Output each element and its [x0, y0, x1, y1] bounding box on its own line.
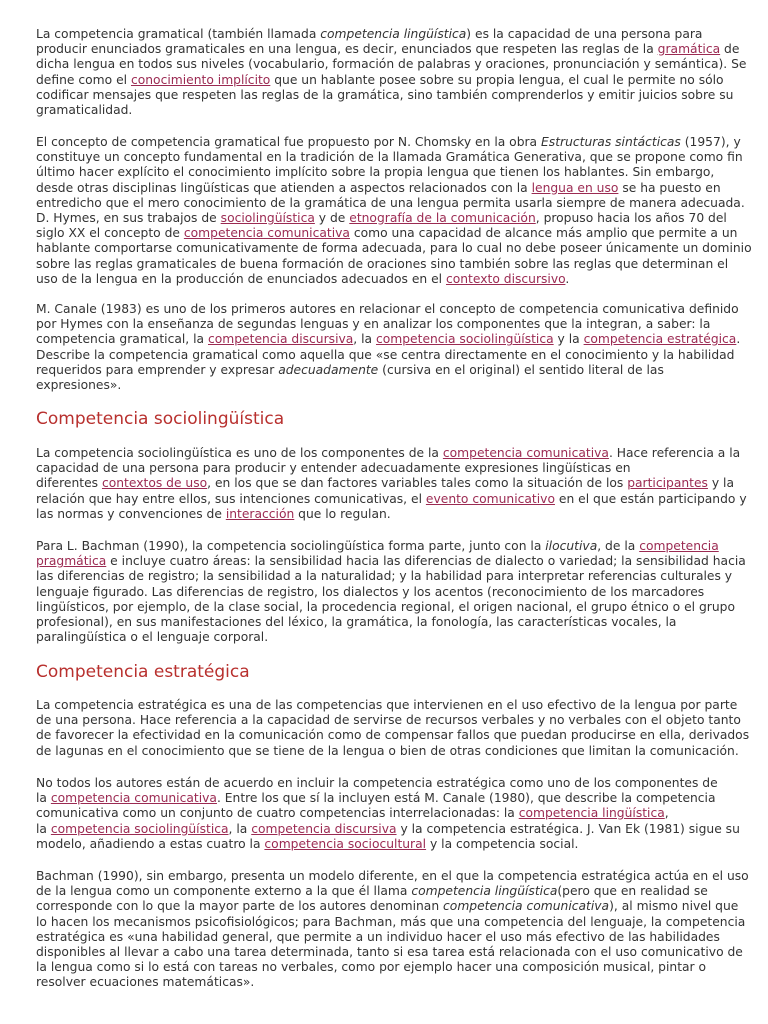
- text: . Entre los que sí la incluyen está M. Canale (1980), que describe la competencia: [216, 791, 716, 806]
- text-line: M. Canale (1983) es uno de los primeros autores en relacionar el concepto de competencia comunicativa definido: [36, 302, 739, 316]
- paragraph-autores: [36, 776, 740, 852]
- text: y la competencia social.: [426, 836, 579, 851]
- text: que un hablante posee sobre su propia lengua, el cual le permite no sólo: [270, 72, 724, 87]
- text: .: [736, 332, 741, 347]
- link-competencia-sociolinguistica[interactable]: competencia sociolingüística: [50, 821, 229, 836]
- term-italic: competencia lingüística: [320, 27, 467, 41]
- text: la: [36, 821, 51, 836]
- text-line: dicha lengua en todos sus niveles (vocabulario, formación de palabras y oraciones, pronunciación y semántica). Se: [36, 57, 747, 72]
- paragraph-bachman-sociolinguistica: [36, 539, 746, 645]
- term-italic: ilocutiva: [545, 539, 598, 553]
- text: diferentes: [36, 476, 102, 491]
- text-line: No todos los autores están de acuerdo en incluir la competencia estratégica como uno de los componentes de: [36, 776, 718, 790]
- link-competencia-linguistica[interactable]: competencia lingüística: [518, 806, 665, 821]
- link-contexto-discursivo[interactable]: contexto discursivo: [445, 271, 566, 286]
- text: La competencia sociolingüística es uno de los componentes de la: [36, 446, 443, 460]
- text-line: hablante comportarse comunicativamente de forma adecuada, para lo cual no debe poseer únicamente un dominio: [36, 241, 752, 256]
- link-competencia-estrategica[interactable]: competencia estratégica: [583, 332, 737, 347]
- text: La competencia gramatical (también llamada: [36, 27, 321, 41]
- link-competencia-discursiva[interactable]: competencia discursiva: [207, 332, 354, 347]
- text-line: las diferencias de registro; la sensibilidad a la naturalidad; y la habilidad para interpretar referencias culturales y: [36, 569, 733, 584]
- text: ) es la capacidad de una persona para: [466, 27, 703, 41]
- link-competencia-pragmatica[interactable]: competencia: [639, 539, 719, 553]
- text: que lo regulan.: [294, 506, 391, 521]
- text-line: resolver ecuaciones matemáticas».: [36, 975, 255, 990]
- text: corresponde con lo que la mayor parte de los autores denominan: [36, 899, 444, 914]
- text: las normas y convenciones de: [36, 506, 226, 521]
- text: define como el: [36, 72, 131, 87]
- text-line: codificar mensajes que respeten las reglas de la gramática, sino también comprenderlos y emitir juicios sobre su: [36, 87, 734, 102]
- heading-competencia-estrategica: Competencia estratégica: [36, 662, 250, 682]
- text-line: estratégica es «una habilidad general, que permite a un individuo hacer el uso más efectivo de las habilidades: [36, 929, 720, 944]
- text: ), al mismo nivel que: [609, 899, 739, 914]
- text: como una capacidad de alcance más amplio que permite a un: [349, 226, 738, 241]
- text: de la lengua como un componente externo a la que él llama: [36, 884, 412, 899]
- text: y de: [314, 211, 350, 226]
- text: relación que hay entre ellos, sus intenciones comunicativas, el: [36, 491, 426, 506]
- text-line: la lengua como si lo está con tareas no verbales, como por ejemplo hacer una composición musical, pintar o: [36, 960, 707, 975]
- text: ,: [664, 806, 669, 821]
- text: e incluye cuatro áreas: la sensibilidad hacia las diferencias de dialecto o variedad; la sensibilidad hacia: [106, 554, 746, 569]
- link-competencia-comunicativa[interactable]: competencia comunicativa: [442, 446, 609, 460]
- text: El concepto de competencia gramatical fue propuesto por N. Chomsky en la obra: [36, 135, 542, 149]
- text: , de la: [597, 539, 640, 553]
- link-conocimiento-implicito[interactable]: conocimiento implícito: [130, 72, 271, 87]
- heading-competencia-sociolinguistica: Competencia sociolingüística: [36, 409, 285, 429]
- text: Para L. Bachman (1990), la competencia sociolingüística forma parte, junto con la: [36, 539, 546, 553]
- text-line: lenguaje figurado. Las diferencias de registro, los dialectos y los acentos (reconocimiento de los marcadores: [36, 584, 705, 599]
- text: se ha puesto en: [618, 180, 721, 195]
- paragraph-chomsky: [36, 135, 752, 287]
- text-line: de favorecer la efectividad en la comunicación como de compensar fallos que puedan producirse en ella, derivados: [36, 728, 750, 743]
- text-line: La competencia estratégica es una de las competencias que intervienen en el uso efectivo de la lengua por parte: [36, 698, 738, 712]
- text: , la: [228, 821, 252, 836]
- paragraph-sociolinguistica: [36, 446, 747, 522]
- paragraph-canale: [36, 302, 741, 393]
- text-line: último hacer explícito el conocimiento implícito sobre la propia lengua que tienen los hablantes. Sin embargo,: [36, 165, 715, 180]
- text: y la: [707, 476, 734, 491]
- text: .: [565, 271, 570, 286]
- text-line: lo hacen los mecanismos psicofisiológicos; para Bachman, más que una competencia del lenguaje, la competencia: [36, 914, 746, 929]
- link-sociolinguistica[interactable]: sociolingüística: [220, 211, 315, 226]
- text: , propuso hacia los años 70 del: [535, 211, 727, 226]
- text: y la competencia estratégica. J. Van Ek (1981) sigue su: [396, 821, 740, 836]
- paragraph-bachman-estrategica: [36, 869, 749, 991]
- link-gramatica[interactable]: gramática: [657, 42, 721, 57]
- text: (pero que en realidad se: [557, 884, 708, 899]
- text: comunicativa como un conjunto de cuatro competencias interrelacionadas: la: [36, 806, 519, 821]
- link-competencia-discursiva[interactable]: competencia discursiva: [251, 821, 397, 836]
- link-competencia-sociocultural[interactable]: competencia sociocultural: [264, 836, 427, 851]
- text-line: Describe la competencia gramatical como aquella que «se centra directamente en el conocimiento y la habilidad: [36, 347, 735, 362]
- text: (cursiva en el original) el sentido literal de las: [378, 362, 664, 377]
- text-line: constituye un concepto fundamental en la tradición de la llamada Gramática Generativa, que se propone como fin: [36, 150, 743, 165]
- text: modelo, añadiendo a estas cuatro la: [36, 836, 265, 851]
- link-participantes[interactable]: participantes: [627, 476, 708, 491]
- text-line: disponibles al llevar a cabo una tarea determinada, tanto si esa tarea está relacionada con el uso comunicativo de: [36, 945, 743, 960]
- text-line: expresiones».: [36, 378, 122, 393]
- link-etnografia-comunicacion[interactable]: etnografía de la comunicación: [349, 211, 536, 226]
- term-italic: competencia comunicativa: [443, 899, 610, 914]
- text-line: lingüísticos, por ejemplo, de la clase social, la procedencia regional, el origen nacional, el grupo étnico o el grupo: [36, 599, 735, 614]
- text-line: profesional), en sus manifestaciones del léxico, la gramática, la fonología, las características vocales, la: [36, 615, 677, 630]
- text: . Hace referencia a la: [608, 446, 741, 460]
- link-competencia-pragmatica[interactable]: pragmática: [36, 554, 107, 569]
- text: desde otras disciplinas lingüísticas que atienden a aspectos relacionados con la: [36, 180, 532, 195]
- link-evento-comunicativo[interactable]: evento comunicativo: [425, 491, 555, 506]
- text: requeridos para emprender y expresar: [36, 362, 279, 377]
- text: de: [720, 42, 740, 57]
- text-line: de una persona. Hace referencia a la capacidad de servirse de recursos verbales y no verbales con el objeto tanto: [36, 713, 741, 728]
- text-line: sobre las reglas gramaticales de buena formación de oraciones sino también sobre las reglas que determinan el: [36, 256, 729, 271]
- term-italic: competencia lingüística: [411, 884, 558, 899]
- text: (1957), y: [680, 135, 741, 149]
- link-competencia-sociolinguistica[interactable]: competencia sociolingüística: [375, 332, 554, 347]
- link-contextos-de-uso[interactable]: contextos de uso: [101, 476, 208, 491]
- text-line: gramaticalidad.: [36, 103, 133, 118]
- paragraph-competencia-gramatical: [36, 27, 747, 118]
- text: en el que están participando y: [554, 491, 747, 506]
- text: D. Hymes, en sus trabajos de: [36, 211, 221, 226]
- text: siglo XX el concepto de: [36, 226, 184, 241]
- text-line: Bachman (1990), sin embargo, presenta un modelo diferente, en el que la competencia estratégica actúa en el uso: [36, 869, 749, 883]
- text: y la: [553, 332, 584, 347]
- paragraph-estrategica: [36, 698, 750, 759]
- link-interaccion[interactable]: interacción: [225, 506, 295, 521]
- text: la: [36, 791, 51, 806]
- text: , la: [353, 332, 376, 347]
- text-line: entredicho que el mero conocimiento de la gramática de una lengua permita usarla siempre de manera adecuada.: [36, 195, 745, 210]
- text: uso de la lengua en la producción de enunciados adecuados en el: [36, 271, 446, 286]
- text: , en los que se dan factores variables tales como la situación de los: [207, 476, 628, 491]
- text-line: por Hymes con la enseñanza de segundas lenguas y en analizar los componentes que la integran, a saber: la: [36, 317, 711, 332]
- link-competencia-comunicativa[interactable]: competencia comunicativa: [50, 791, 217, 806]
- link-competencia-comunicativa[interactable]: competencia comunicativa: [183, 226, 350, 241]
- text-line: paralingüística o el lenguaje corporal.: [36, 630, 269, 645]
- term-italic: adecuadamente: [278, 362, 379, 377]
- text: competencia gramatical, la: [36, 332, 208, 347]
- title-italic: Estructuras sintácticas: [541, 135, 681, 149]
- text-line: capacidad de una persona para producir y entender adecuadamente expresiones lingüísticas en: [36, 461, 631, 476]
- link-lengua-en-uso[interactable]: lengua en uso: [531, 180, 619, 195]
- text-line: de lagunas en el conocimiento que se tiene de la lengua o bien de otras condiciones que limitan la comunicación.: [36, 743, 739, 758]
- text: producir enunciados gramaticales en una lengua, es decir, enunciados que respeten las reglas de la: [36, 42, 658, 57]
